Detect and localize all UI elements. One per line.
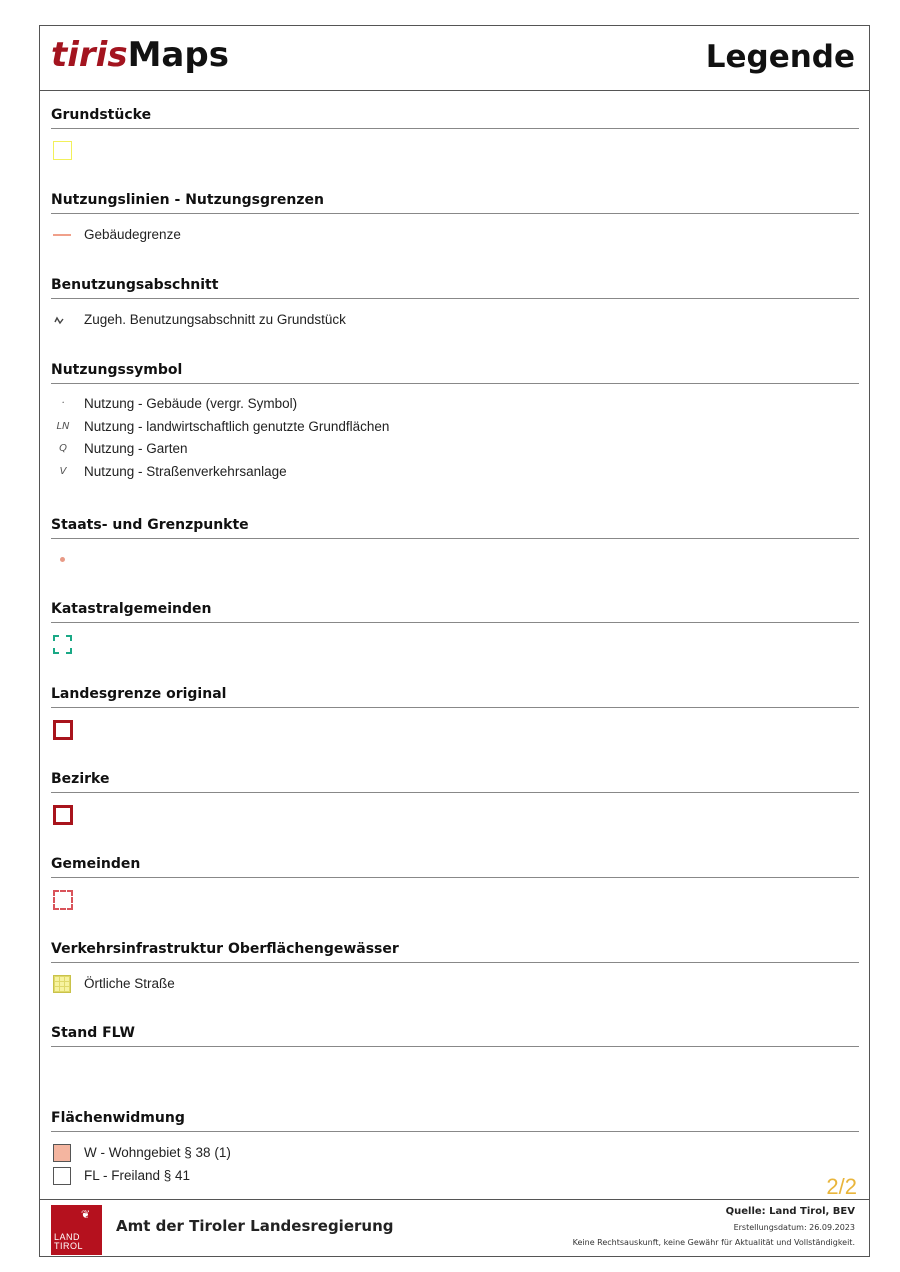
wohngebiet-swatch — [53, 1144, 71, 1162]
freiland-swatch — [53, 1167, 71, 1185]
legend-item-label: W - Wohngebiet § 38 (1) — [84, 1145, 231, 1160]
section-title-gemeinden: Gemeinden — [51, 855, 859, 878]
gemeinde-symbol — [53, 890, 73, 910]
section-title-stand-flw: Stand FLW — [51, 1024, 859, 1047]
logo-line-1: LAND — [54, 1232, 81, 1242]
creation-date: Erstellungsdatum: 26.09.2023 — [733, 1223, 855, 1232]
section-title-nutzungssymbol: Nutzungssymbol — [51, 361, 859, 384]
katastralgemeinde-symbol — [53, 635, 72, 654]
legend-page — [39, 25, 870, 1257]
bezirk-symbol — [53, 805, 73, 825]
landesgrenze-symbol — [53, 720, 73, 740]
logo-line-2: TIROL — [54, 1241, 84, 1251]
source-credit: Quelle: Land Tirol, BEV — [725, 1206, 855, 1217]
header — [40, 26, 869, 91]
strasse-fill-symbol — [53, 975, 71, 993]
section-title-verkehrsinfrastruktur: Verkehrsinfrastruktur Oberflächengewässer — [51, 940, 859, 963]
v-symbol: V — [59, 466, 67, 477]
section-title-grundstuecke: Grundstücke — [51, 106, 859, 129]
gebaeudegrenze-line-symbol — [51, 225, 75, 245]
legend-item-label: Nutzung - Straßenverkehrsanlage — [84, 464, 287, 479]
garden-symbol: Q — [59, 443, 67, 454]
section-title-staats-grenzpunkte: Staats- und Grenzpunkte — [51, 516, 859, 539]
land-tirol-logo — [51, 1205, 102, 1255]
dot-symbol: · — [61, 398, 65, 409]
legend-item-label: Gebäudegrenze — [84, 227, 181, 242]
brand-part-maps: Maps — [127, 35, 229, 75]
legend-item-label: Nutzung - landwirtschaftlich genutzte Grundflächen — [84, 419, 390, 434]
section-title-landesgrenze: Landesgrenze original — [51, 685, 859, 708]
legend-item-label: Zugeh. Benutzungsabschnitt zu Grundstück — [84, 312, 346, 327]
wave-icon — [51, 310, 75, 330]
section-title-katastralgemeinden: Katastralgemeinden — [51, 600, 859, 623]
page-title: Legende — [705, 39, 855, 75]
tirismaps-logo — [51, 35, 229, 75]
page-number: 2/2 — [826, 1174, 857, 1199]
ln-symbol: LN — [56, 421, 70, 432]
section-title-benutzungsabschnitt: Benutzungsabschnitt — [51, 276, 859, 299]
footer — [40, 1199, 869, 1257]
section-title-bezirke: Bezirke — [51, 770, 859, 793]
eagle-icon: ❦ — [81, 1208, 91, 1221]
grundstueck-symbol — [53, 141, 72, 160]
section-title-flaechenwidmung: Flächenwidmung — [51, 1109, 859, 1132]
brand-part-tiris: tiris — [51, 35, 128, 75]
disclaimer: Keine Rechtsauskunft, keine Gewähr für Aktualität und Vollständigkeit. — [572, 1238, 855, 1247]
authority-name: Amt der Tiroler Landesregierung — [116, 1217, 394, 1235]
legend-item-label: Nutzung - Garten — [84, 441, 188, 456]
legend-item-label: Nutzung - Gebäude (vergr. Symbol) — [84, 396, 298, 411]
legend-item-label: Örtliche Straße — [84, 976, 175, 991]
section-title-nutzungslinien: Nutzungslinien - Nutzungsgrenzen — [51, 191, 859, 214]
grenzpunkt-dot-icon — [60, 557, 65, 562]
legend-item-label: FL - Freiland § 41 — [84, 1168, 191, 1183]
